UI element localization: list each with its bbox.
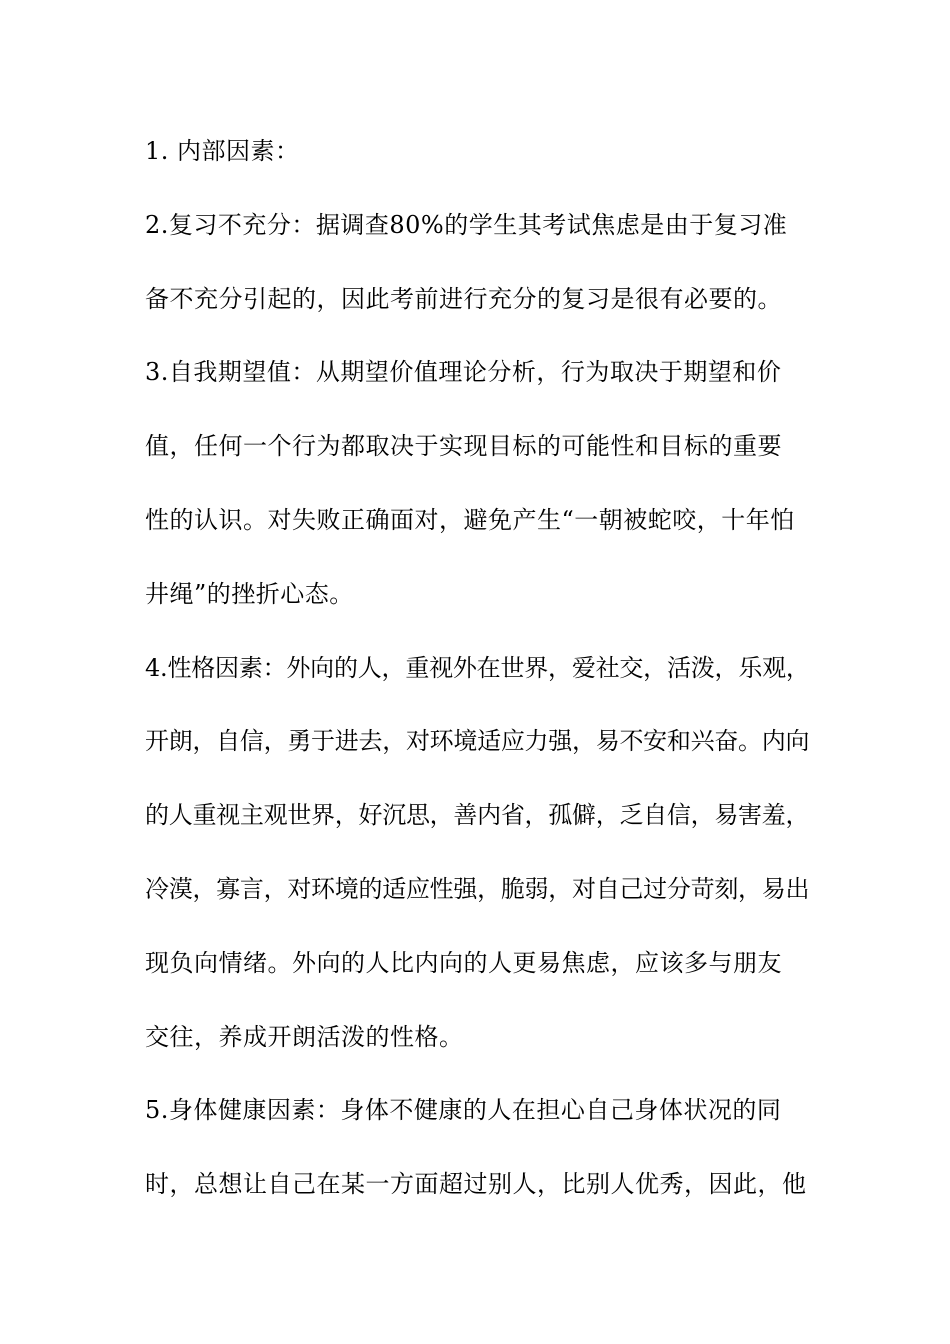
paragraph-line: 3.自我期望值：从期望价值理论分析，行为取决于期望和价 — [145, 358, 782, 387]
paragraph-line: 冷漠，寡言，对环境的适应性强，脆弱，对自己过分苛刻，易出 — [145, 874, 810, 903]
paragraph-line: 交往，养成开朗活泼的性格。 — [145, 1022, 464, 1051]
paragraph-line: 现负向情绪。外向的人比内向的人更易焦虑，应该多与朋友 — [145, 948, 782, 977]
paragraph-line: 2.复习不充分：据调查80%的学生其考试焦虑是由于复习准 — [145, 210, 788, 239]
paragraph-line: 4.性格因素：外向的人，重视外在世界，爱社交，活泼，乐观， — [145, 653, 810, 682]
paragraph-line: 值，任何一个行为都取决于实现目标的可能性和目标的重要 — [145, 432, 782, 461]
heading-internal-factors: 1. 内部因素： — [145, 137, 300, 165]
paragraph-line: 性的认识。对失败正确面对，避免产生“一朝被蛇咬，十年怕 — [145, 505, 795, 534]
paragraph-line: 时，总想让自己在某一方面超过别人，比别人优秀，因此，他 — [145, 1170, 807, 1199]
paragraph-line: 开朗，自信，勇于进去，对环境适应力强，易不安和兴奋。内向 — [145, 727, 810, 756]
paragraph-line: 的人重视主观世界，好沉思，善内省，孤僻，乏自信，易害羞， — [145, 801, 810, 830]
paragraph-line: 5.身体健康因素：身体不健康的人在担心自己身体状况的同 — [145, 1096, 782, 1125]
paragraph-line: 备不充分引起的，因此考前进行充分的复习是很有必要的。 — [145, 284, 782, 313]
paragraph-line: 井绳”的挫折心态。 — [145, 579, 354, 608]
document-body — [145, 131, 810, 1238]
